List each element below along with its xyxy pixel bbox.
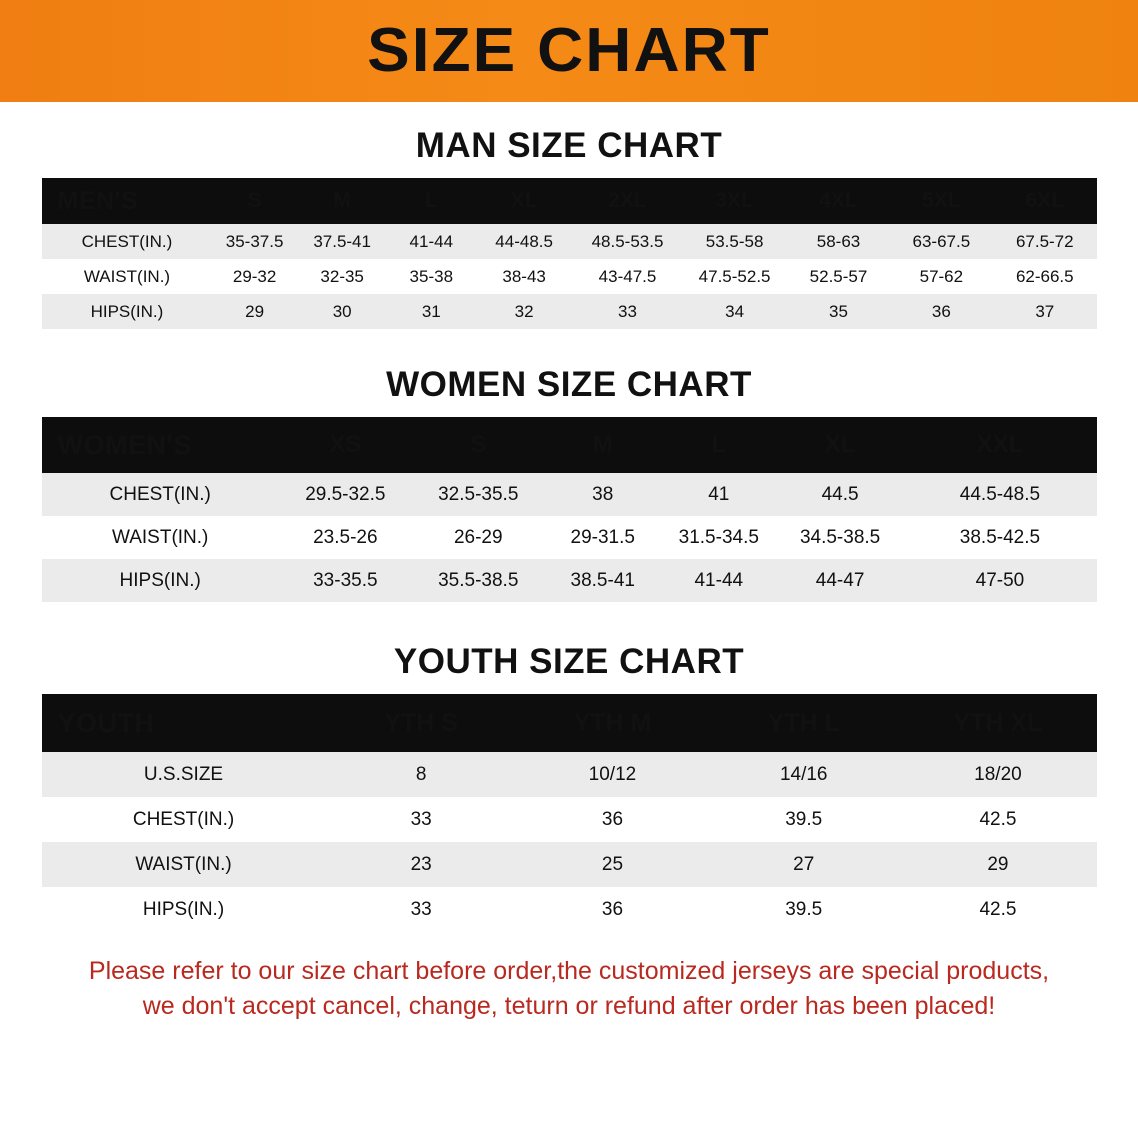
women-cell-0-1: 32.5-35.5 bbox=[412, 473, 545, 516]
policy-note bbox=[39, 954, 1099, 1023]
women-section-title: WOMEN SIZE CHART bbox=[386, 365, 752, 404]
policy-note-line-2: we don't accept cancel, change, teturn or refund after order has been placed! bbox=[142, 991, 996, 1020]
women-header-cell-1: XS bbox=[279, 417, 412, 473]
youth-row-label-3: HIPS(IN.) bbox=[42, 887, 326, 932]
men-cell-1-3: 38-43 bbox=[475, 259, 573, 294]
youth-size-table-wrap bbox=[42, 694, 1097, 932]
men-cell-1-0: 29-32 bbox=[212, 259, 296, 294]
women-header-cell-4: L bbox=[661, 417, 777, 473]
women-header-cell-3: M bbox=[545, 417, 661, 473]
men-cell-0-2: 41-44 bbox=[388, 224, 476, 259]
table-row bbox=[42, 887, 1097, 932]
women-cell-2-4: 44-47 bbox=[777, 559, 904, 602]
men-cell-1-6: 52.5-57 bbox=[787, 259, 889, 294]
men-size-table bbox=[42, 178, 1097, 329]
women-cell-1-2: 29-31.5 bbox=[545, 516, 661, 559]
men-cell-0-3: 44-48.5 bbox=[475, 224, 573, 259]
youth-cell-1-2: 39.5 bbox=[708, 797, 899, 842]
youth-cell-0-3: 18/20 bbox=[899, 752, 1096, 797]
table-row bbox=[42, 224, 1097, 259]
women-cell-2-0: 33-35.5 bbox=[279, 559, 412, 602]
women-cell-0-0: 29.5-32.5 bbox=[279, 473, 412, 516]
men-cell-0-0: 35-37.5 bbox=[212, 224, 296, 259]
youth-cell-0-1: 10/12 bbox=[517, 752, 708, 797]
men-header-cell-6: 3XL bbox=[682, 178, 788, 224]
men-header-cell-8: 5XL bbox=[890, 178, 993, 224]
men-cell-0-4: 48.5-53.5 bbox=[573, 224, 682, 259]
youth-cell-2-2: 27 bbox=[708, 842, 899, 887]
women-cell-0-3: 41 bbox=[661, 473, 777, 516]
men-cell-2-2: 31 bbox=[388, 294, 476, 329]
men-header-cell-2: M bbox=[297, 178, 388, 224]
men-cell-0-7: 63-67.5 bbox=[890, 224, 993, 259]
youth-cell-0-0: 8 bbox=[326, 752, 517, 797]
youth-section-title: YOUTH SIZE CHART bbox=[393, 642, 745, 681]
women-row-label-0: CHEST(IN.) bbox=[42, 473, 279, 516]
men-cell-2-6: 35 bbox=[787, 294, 889, 329]
table-row bbox=[42, 842, 1097, 887]
men-cell-0-6: 58-63 bbox=[787, 224, 889, 259]
youth-header-cell-4: YTH XL bbox=[899, 694, 1096, 752]
youth-cell-3-0: 33 bbox=[326, 887, 517, 932]
men-cell-1-7: 57-62 bbox=[890, 259, 993, 294]
women-cell-1-0: 23.5-26 bbox=[279, 516, 412, 559]
women-cell-0-4: 44.5 bbox=[777, 473, 904, 516]
youth-header-cell-0: YOUTH bbox=[42, 694, 326, 752]
men-header-cell-3: L bbox=[388, 178, 476, 224]
table-row bbox=[42, 797, 1097, 842]
page-title: SIZE CHART bbox=[367, 16, 771, 85]
women-cell-0-2: 38 bbox=[545, 473, 661, 516]
youth-cell-1-3: 42.5 bbox=[899, 797, 1096, 842]
youth-header-cell-3: YTH L bbox=[708, 694, 899, 752]
men-cell-2-0: 29 bbox=[212, 294, 296, 329]
men-header-cell-1: S bbox=[212, 178, 296, 224]
men-cell-1-5: 47.5-52.5 bbox=[682, 259, 788, 294]
women-size-table bbox=[42, 417, 1097, 602]
men-row-label-1: WAIST(IN.) bbox=[42, 259, 213, 294]
women-cell-2-5: 47-50 bbox=[903, 559, 1096, 602]
men-cell-2-5: 34 bbox=[682, 294, 788, 329]
women-header-cell-5: XL bbox=[777, 417, 904, 473]
youth-cell-1-1: 36 bbox=[517, 797, 708, 842]
youth-header-cell-2: YTH M bbox=[517, 694, 708, 752]
men-row-label-0: CHEST(IN.) bbox=[42, 224, 213, 259]
youth-cell-2-1: 25 bbox=[517, 842, 708, 887]
women-cell-2-1: 35.5-38.5 bbox=[412, 559, 545, 602]
men-cell-2-7: 36 bbox=[890, 294, 993, 329]
men-header-cell-9: 6XL bbox=[993, 178, 1096, 224]
men-table-header-row bbox=[42, 178, 1097, 224]
youth-cell-2-0: 23 bbox=[326, 842, 517, 887]
women-row-label-2: HIPS(IN.) bbox=[42, 559, 279, 602]
women-cell-1-4: 34.5-38.5 bbox=[777, 516, 904, 559]
women-header-cell-2: S bbox=[412, 417, 545, 473]
women-cell-1-3: 31.5-34.5 bbox=[661, 516, 777, 559]
men-cell-0-1: 37.5-41 bbox=[297, 224, 388, 259]
women-size-table-wrap bbox=[42, 417, 1097, 602]
women-header-cell-0: WOMEN'S bbox=[42, 417, 279, 473]
men-section-title: MAN SIZE CHART bbox=[415, 126, 723, 165]
women-header-cell-6: XXL bbox=[903, 417, 1096, 473]
women-cell-0-5: 44.5-48.5 bbox=[903, 473, 1096, 516]
youth-cell-1-0: 33 bbox=[326, 797, 517, 842]
women-cell-2-2: 38.5-41 bbox=[545, 559, 661, 602]
youth-row-label-2: WAIST(IN.) bbox=[42, 842, 326, 887]
table-row bbox=[42, 259, 1097, 294]
men-cell-1-2: 35-38 bbox=[388, 259, 476, 294]
table-row bbox=[42, 559, 1097, 602]
youth-size-table bbox=[42, 694, 1097, 932]
women-cell-2-3: 41-44 bbox=[661, 559, 777, 602]
page-banner bbox=[0, 0, 1138, 102]
men-cell-0-5: 53.5-58 bbox=[682, 224, 788, 259]
youth-cell-3-2: 39.5 bbox=[708, 887, 899, 932]
youth-header-cell-1: YTH S bbox=[326, 694, 517, 752]
youth-cell-0-2: 14/16 bbox=[708, 752, 899, 797]
men-header-cell-0: MEN'S bbox=[42, 178, 213, 224]
men-cell-1-1: 32-35 bbox=[297, 259, 388, 294]
men-cell-1-4: 43-47.5 bbox=[573, 259, 682, 294]
youth-row-label-0: U.S.SIZE bbox=[42, 752, 326, 797]
men-size-table-wrap bbox=[42, 178, 1097, 329]
men-cell-1-8: 62-66.5 bbox=[993, 259, 1096, 294]
table-row bbox=[42, 294, 1097, 329]
youth-cell-3-1: 36 bbox=[517, 887, 708, 932]
men-cell-2-1: 30 bbox=[297, 294, 388, 329]
youth-row-label-1: CHEST(IN.) bbox=[42, 797, 326, 842]
men-row-label-2: HIPS(IN.) bbox=[42, 294, 213, 329]
women-table-header-row bbox=[42, 417, 1097, 473]
men-cell-0-8: 67.5-72 bbox=[993, 224, 1096, 259]
youth-cell-2-3: 29 bbox=[899, 842, 1096, 887]
policy-note-line-1: Please refer to our size chart before order,the customized jerseys are special products, bbox=[88, 957, 1050, 985]
men-cell-2-8: 37 bbox=[993, 294, 1096, 329]
table-row bbox=[42, 752, 1097, 797]
men-cell-2-3: 32 bbox=[475, 294, 573, 329]
youth-cell-3-3: 42.5 bbox=[899, 887, 1096, 932]
women-cell-1-5: 38.5-42.5 bbox=[903, 516, 1096, 559]
women-cell-1-1: 26-29 bbox=[412, 516, 545, 559]
men-header-cell-5: 2XL bbox=[573, 178, 682, 224]
youth-table-header-row bbox=[42, 694, 1097, 752]
table-row bbox=[42, 473, 1097, 516]
women-row-label-1: WAIST(IN.) bbox=[42, 516, 279, 559]
men-header-cell-4: XL bbox=[475, 178, 573, 224]
men-cell-2-4: 33 bbox=[573, 294, 682, 329]
men-header-cell-7: 4XL bbox=[787, 178, 889, 224]
table-row bbox=[42, 516, 1097, 559]
